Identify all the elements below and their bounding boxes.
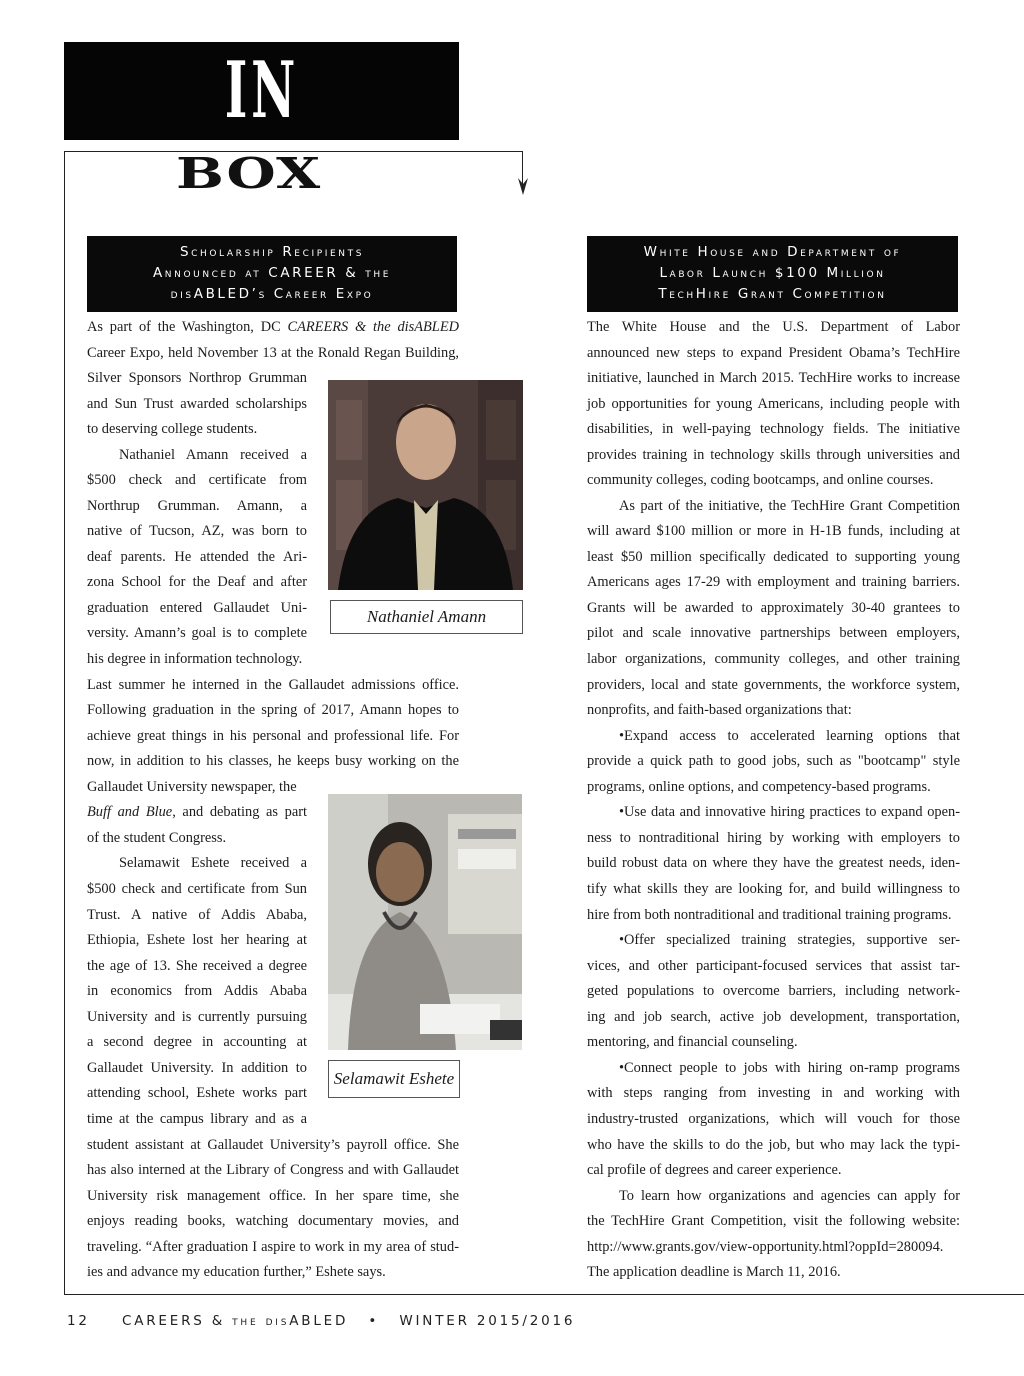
photo-selamawit-eshete [328, 794, 522, 1050]
left-heading-line-2: Announced at CAREER & the [152, 265, 392, 281]
frame-left-line [64, 151, 65, 1294]
left-line-18: now, in addition to his classes, he keeps busy working on the [87, 753, 459, 769]
page-footer [67, 1313, 575, 1329]
right-line-34: cal profile of degrees and career experience. [587, 1162, 842, 1178]
left-line-33: student assistant at Gallaudet University’s payroll office. She [87, 1137, 459, 1153]
portrait-man-image [328, 380, 523, 590]
right-line-6: provides training in technology skills through universities and [587, 447, 960, 463]
right-line-37[interactable]: http://www.grants.gov/view-opportunity.html?oppId=280094. [587, 1239, 944, 1255]
left-line-32: time at the campus library and as a [87, 1111, 307, 1127]
frame-bottom-line [64, 1294, 1024, 1295]
left-line-38: ies and advance my education further,” Eshete says. [87, 1264, 386, 1280]
left-line-31: attending school, Eshete works part [87, 1085, 307, 1101]
left-line-16: Following graduation in the spring of 2017, Amann hopes to [87, 702, 459, 718]
right-line-22: build robust data on where they have the greatest needs, iden- [587, 855, 960, 871]
arrow-down-icon [516, 178, 530, 196]
left-line-3: Silver Sponsors Northrop Grumman [87, 370, 307, 386]
left-line-24: Trust. A native of Addis Ababa, [87, 907, 307, 923]
right-line-11: Americans ages 17-29 with employment and training barriers. [587, 574, 960, 590]
issue-date: WINTER 2015/2016 [399, 1313, 576, 1329]
left-line-30: Gallaudet University. In addition to [87, 1060, 307, 1076]
right-heading-line-3: TechHire Grant Competition [658, 286, 887, 302]
footer-bullet: • [368, 1313, 380, 1329]
right-line-14: labor organizations, community colleges, and other training [587, 651, 960, 667]
left-line-20: Buff and Blue, and debating as part [87, 804, 307, 820]
right-line-9: will award $100 million or more in H-1B funds, including at [587, 523, 960, 539]
left-line-27: in economics from Addis Ababa [87, 983, 307, 999]
left-line-8: Northrup Grumman. Amann, a [87, 498, 307, 514]
right-heading-line-1: White House and Department of [643, 244, 902, 260]
right-line-12: Grants will be awarded to approximately 30-40 grantees to [587, 600, 960, 616]
left-line-36: enjoys reading books, watching documentary movies, and [87, 1213, 459, 1229]
right-line-27: geted populations to overcome barriers, including network- [587, 983, 960, 999]
left-line-4: and Sun Trust awarded scholarships [87, 396, 307, 412]
left-heading-line-1: Scholarship Recipients [179, 244, 365, 260]
left-heading-line-3: disABLED’s Career Expo [170, 286, 374, 302]
right-line-5: disabilities, in well-paying technology fields. The initiative [587, 421, 960, 437]
right-heading-line-2: Labor Launch $100 Million [659, 265, 886, 281]
left-line-26: the age of 13. She received a degree [87, 958, 307, 974]
right-line-38: The application deadline is March 11, 2016. [587, 1264, 841, 1280]
left-line-1: As part of the Washington, DC CAREERS & the disABLED [87, 319, 459, 335]
left-line-23: $500 check and certificate from Sun [87, 881, 307, 897]
right-line-24: hire from both nontraditional and traditional training programs. [587, 907, 952, 923]
left-line-2: Career Expo, held November 13 at the Ronald Regan Building, [87, 345, 459, 361]
right-line-31: with steps ranging from investing in and working with [587, 1085, 960, 1101]
left-line-29: a second degree in accounting at [87, 1034, 307, 1050]
caption-nathaniel-amann: Nathaniel Amann [330, 600, 523, 634]
publication-name: CAREERS & the disABLED [121, 1313, 349, 1329]
right-line-30: •Connect people to jobs with hiring on-ramp programs [619, 1060, 960, 1076]
left-line-14: his degree in information technology. [87, 651, 303, 667]
right-line-16: nonprofits, and faith-based organizations that: [587, 702, 852, 718]
left-line-34: has also interned at the Library of Congress and with Gallaudet [87, 1162, 459, 1178]
left-line-10: deaf parents. He attended the Ari- [87, 549, 307, 565]
right-article-heading [587, 236, 958, 312]
left-line-9: native of Tucson, AZ, was born to [87, 523, 307, 539]
left-line-25: Ethiopia, Eshete lost her hearing at [87, 932, 307, 948]
right-line-35: To learn how organizations and agencies can apply for [619, 1188, 960, 1204]
left-line-11: zona School for the Deaf and after [87, 574, 307, 590]
left-line-6: Nathaniel Amann received a [119, 447, 307, 463]
right-line-13: pilot and scale innovative partnerships between employers, [587, 625, 960, 641]
right-line-19: programs, online options, and competency-based programs. [587, 779, 931, 795]
right-line-4: job opportunities for young Americans, including people with [587, 396, 960, 412]
right-line-25: •Offer specialized training strategies, supportive ser- [619, 932, 960, 948]
page-number: 12 [67, 1313, 90, 1329]
portrait-woman-image [328, 794, 522, 1050]
right-line-18: provide a quick path to good jobs, such as "bootcamp" style [587, 753, 960, 769]
left-line-22: Selamawit Eshete received a [119, 855, 307, 871]
right-line-10: least $50 million specifically dedicated to supporting young [587, 549, 960, 565]
left-line-7: $500 check and certificate from [87, 472, 307, 488]
right-line-3: initiative, launched in March 2015. TechHire works to increase [587, 370, 960, 386]
left-line-15: Last summer he interned in the Gallaudet admissions office. [87, 677, 459, 693]
right-line-23: tify what skills they are looking for, and build willingness to [587, 881, 960, 897]
right-line-7: community colleges, coding bootcamps, and online courses. [587, 472, 934, 488]
right-line-33: who have the skills to do the job, but who may lack the typi- [587, 1137, 960, 1153]
left-line-5: to deserving college students. [87, 421, 258, 437]
left-line-35: University risk management office. In her spare time, she [87, 1188, 459, 1204]
right-line-20: •Use data and innovative hiring practices to expand open- [619, 804, 960, 820]
right-line-2: announced new steps to expand President Obama’s TechHire [587, 345, 960, 361]
right-line-26: vices, and other participant-focused services that assist tar- [587, 958, 960, 974]
left-line-12: graduation entered Gallaudet Uni- [87, 600, 307, 616]
left-line-21: of the student Congress. [87, 830, 227, 846]
right-line-21: ness to nontraditional hiring by working with employers to [587, 830, 960, 846]
left-line-17: achieve great things in his personal and professional life. For [87, 728, 459, 744]
in-title-text: IN [224, 45, 299, 136]
left-line-19: Gallaudet University newspaper, the [87, 779, 297, 795]
right-line-8: As part of the initiative, the TechHire Grant Competition [619, 498, 960, 514]
right-line-17: •Expand access to accelerated learning options that [619, 728, 960, 744]
in-title-block [64, 42, 459, 140]
left-line-37: traveling. “After graduation I aspire to work in my area of stud- [87, 1239, 459, 1255]
left-line-13: versity. Amann’s goal is to complete [87, 625, 307, 641]
photo-nathaniel-amann [328, 380, 523, 590]
right-line-29: mentoring, and financial counseling. [587, 1034, 798, 1050]
left-line-28: University and is currently pursuing [87, 1009, 307, 1025]
right-line-36: the TechHire Grant Competition, visit the following website: [587, 1213, 960, 1229]
right-line-32: industry-trusted organizations, which will vouch for those [587, 1111, 960, 1127]
box-title-text: BOX [176, 149, 322, 198]
right-line-28: ing and job search, active job development, transportation, [587, 1009, 960, 1025]
right-line-1: The White House and the U.S. Department of Labor [587, 319, 960, 335]
caption-selamawit-eshete: Selamawit Eshete [328, 1060, 460, 1098]
right-line-15: providers, local and state governments, the workforce system, [587, 677, 960, 693]
left-article-heading [87, 236, 457, 312]
